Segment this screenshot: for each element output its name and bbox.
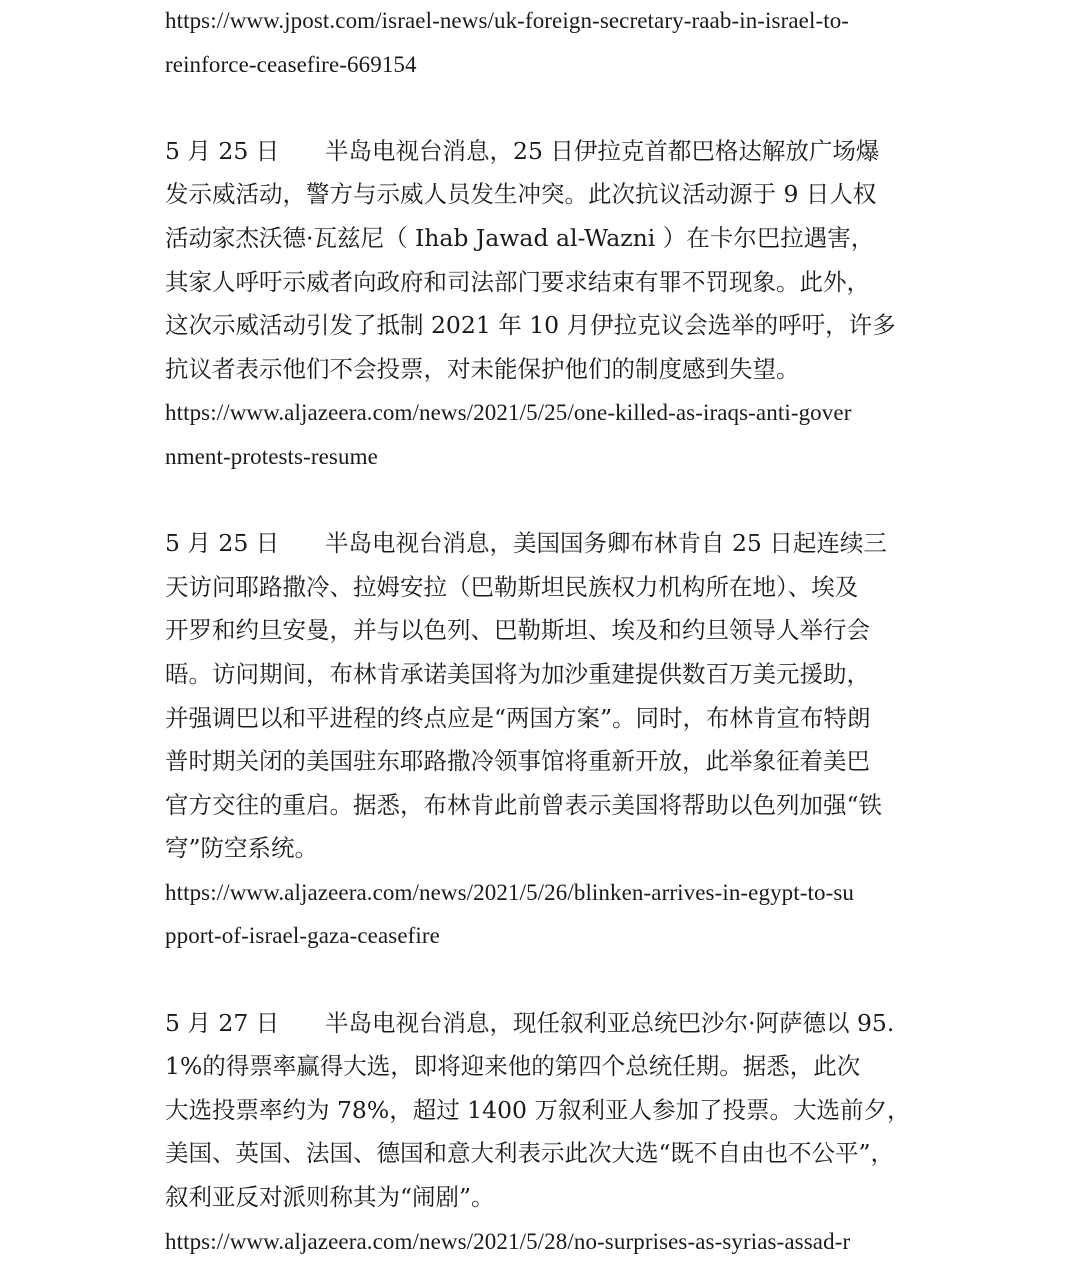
- url-line[interactable]: reinforce-ceasefire-669154: [165, 51, 417, 77]
- url-line[interactable]: https://www.aljazeera.com/news/2021/5/26/blinken-arrives-in-egypt-to-su: [165, 879, 855, 905]
- entry-text-line: 抗议者表示他们不会投票，对未能保护他们的制度感到失望。: [165, 354, 800, 383]
- entry-text-line: 半岛电视台消息，美国国务卿布林肯自 25 日起连续三: [325, 529, 887, 558]
- entry-text-line: 1%的得票率赢得大选，即将迎来他的第四个总统任期。据悉，此次: [165, 1052, 861, 1081]
- entry-text-line: 普时期关闭的美国驻东耶路撒冷领事馆将重新开放，此举象征着美巴: [165, 747, 870, 776]
- entry-text-line: 活动家杰沃德·瓦兹尼（ Ihab Jawad al-Wazni ）在卡尔巴拉遇害，: [165, 223, 875, 252]
- entry-text-line: 穹”防空系统。: [165, 834, 319, 863]
- entry-text-line: 半岛电视台消息，现任叙利亚总统巴沙尔·阿萨德以 95.: [325, 1008, 895, 1037]
- entry-text-line: 官方交往的重启。据悉，布林肯此前曾表示美国将帮助以色列加强“铁: [165, 790, 883, 819]
- entry-text-line: 晤。访问期间，布林肯承诺美国将为加沙重建提供数百万美元援助，: [165, 659, 870, 688]
- paragraph-gap: [165, 958, 925, 1002]
- url-line[interactable]: https://www.aljazeera.com/news/2021/5/25/one-killed-as-iraqs-anti-gover: [165, 400, 852, 426]
- top-url-block: [165, 0, 925, 86]
- news-entry: [165, 1002, 925, 1263]
- news-entry: [165, 522, 925, 958]
- entry-date: 5 月 25 日: [165, 529, 280, 558]
- entry-text-line: 天访问耶路撒冷、拉姆安拉（巴勒斯坦民族权力机构所在地）、埃及: [165, 572, 859, 601]
- entry-first-line: [165, 1002, 925, 1046]
- entry-date: 5 月 25 日: [165, 136, 280, 165]
- paragraph-gap: [165, 86, 925, 130]
- entry-text-line: 这次示威活动引发了抵制 2021 年 10 月伊拉克议会选举的呼吁，许多: [165, 311, 896, 340]
- entry-date: 5 月 27 日: [165, 1008, 280, 1037]
- entry-text-line: 半岛电视台消息，25 日伊拉克首都巴格达解放广场爆: [325, 136, 880, 165]
- news-entry: [165, 130, 925, 479]
- entry-text-line: 并强调巴以和平进程的终点应是“两国方案”。同时，布林肯宣布特朗: [165, 703, 871, 732]
- url-line[interactable]: nment-protests-resume: [165, 443, 378, 469]
- entry-text-line: 发示威活动，警方与示威人员发生冲突。此次抗议活动源于 9 日人权: [165, 180, 877, 209]
- url-line[interactable]: pport-of-israel-gaza-ceasefire: [165, 923, 440, 949]
- entry-text-line: 其家人呼吁示威者向政府和司法部门要求结束有罪不罚现象。此外，: [165, 267, 870, 296]
- entry-first-line: [165, 130, 925, 174]
- url-line[interactable]: https://www.aljazeera.com/news/2021/5/28/no-surprises-as-syrias-assad-r: [165, 1228, 851, 1254]
- paragraph-gap: [165, 479, 925, 523]
- url-line[interactable]: https://www.jpost.com/israel-news/uk-foreign-secretary-raab-in-israel-to-: [165, 8, 850, 33]
- entry-text-line: 美国、英国、法国、德国和意大利表示此次大选“既不自由也不公平”，: [165, 1139, 895, 1168]
- entry-text-line: 大选投票率约为 78%，超过 1400 万叙利亚人参加了投票。大选前夕，: [165, 1095, 911, 1124]
- entry-text-line: 开罗和约旦安曼，并与以色列、巴勒斯坦、埃及和约旦领导人举行会: [165, 616, 870, 645]
- entry-text-line: 叙利亚反对派则称其为“闹剧”。: [165, 1183, 495, 1212]
- document-page: [165, 0, 925, 1263]
- entry-first-line: [165, 522, 925, 566]
